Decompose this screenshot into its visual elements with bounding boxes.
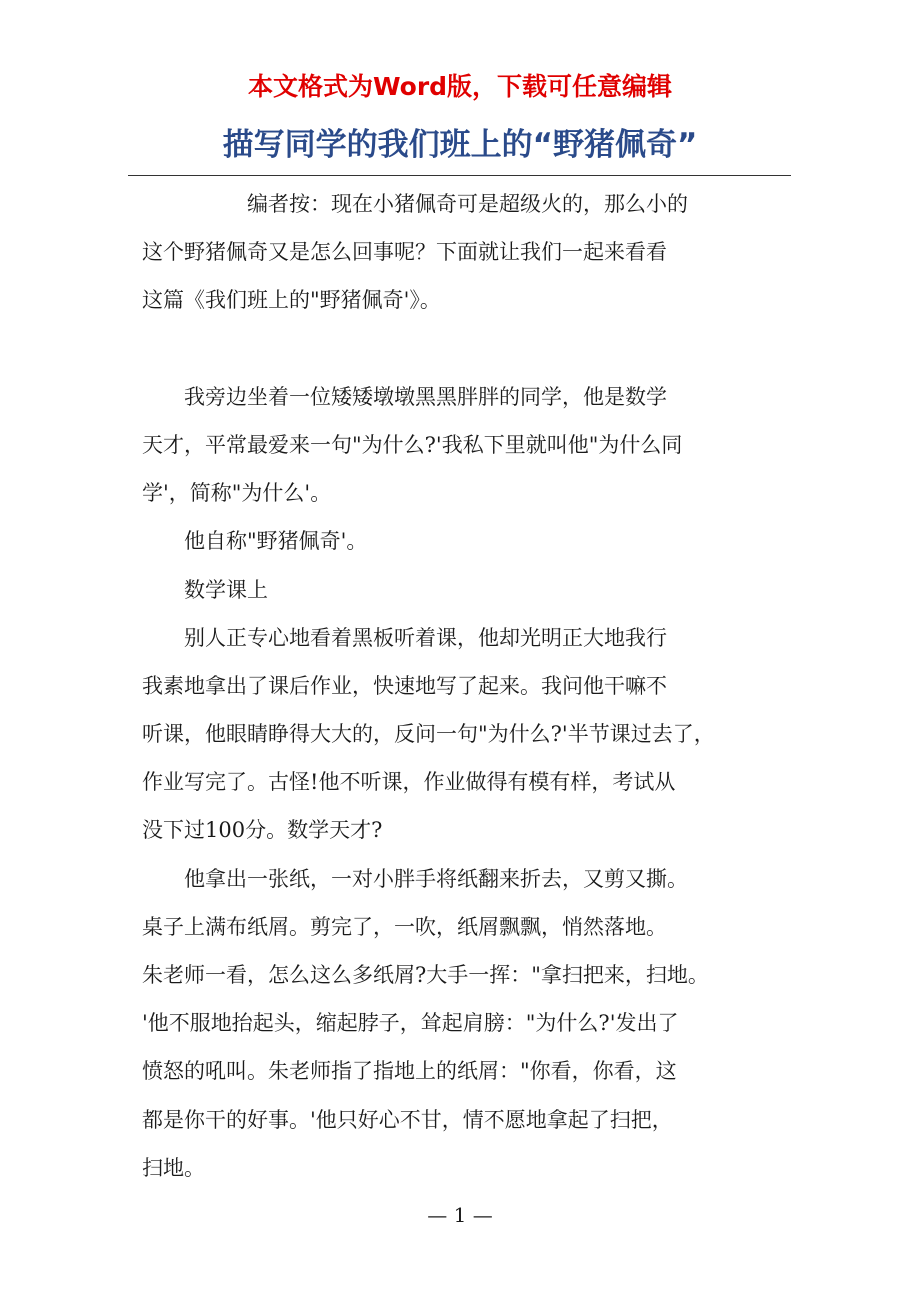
blank-line [142,325,802,373]
body-line: 都是你干的好事。'他只好心不甘，情不愿地拿起了扫把， [142,1107,673,1132]
format-notice: 本文格式为Word版，下载可任意编辑 [247,72,673,101]
intro-line: 编者按：现在小猪佩奇可是超级火的，那么小的 [142,192,688,216]
body-line: 没下过100分。数学天才? [142,818,383,843]
title-divider [128,175,791,176]
body-line: 别人正专心地看着黑板听着课，他却光明正大地我行 [142,625,667,650]
document-body [142,180,802,1192]
body-line: 作业写完了。古怪!他不听课，作业做得有模有样，考试从 [142,770,676,795]
body-line: 天才，平常最爱来一句"为什么?'我私下里就叫他"为什么同 [142,432,683,457]
intro-line: 这个野猪佩奇又是怎么回事呢？下面就让我们一起来看看 [142,240,667,265]
body-line: '他不服地抬起头，缩起脖子，耸起肩膀："为什么?'发出了 [142,1011,679,1036]
body-line: 听课，他眼睛睁得大大的，反问一句"为什么?'半节课过去了， [142,722,715,747]
body-line: 他拿出一张纸，一对小胖手将纸翻来折去，又剪又撕。 [142,866,688,891]
body-line: 我旁边坐着一位矮矮墩墩黑黑胖胖的同学，他是数学 [142,384,667,409]
body-line: 学'，简称"为什么'。 [142,481,332,506]
page-number: — 1 — [427,1203,493,1227]
section-heading: 数学课上 [142,577,268,602]
document-title: 描写同学的我们班上的“野猪佩奇” [222,127,698,163]
body-line: 愤怒的吼叫。朱老师指了指地上的纸屑："你看，你看，这 [142,1059,677,1084]
body-line: 他自称"野猪佩奇'。 [142,529,368,554]
intro-line: 这篇《我们班上的"野猪佩奇'》。 [142,288,441,313]
body-line: 朱老师一看，怎么这么多纸屑?大手一挥："拿扫把来，扫地。 [142,963,709,987]
body-line: 桌子上满布纸屑。剪完了，一吹，纸屑飘飘，悄然落地。 [142,914,667,939]
body-line: 我素地拿出了课后作业，快速地写了起来。我问他干嘛不 [142,673,667,698]
body-line: 扫地。 [142,1155,205,1180]
